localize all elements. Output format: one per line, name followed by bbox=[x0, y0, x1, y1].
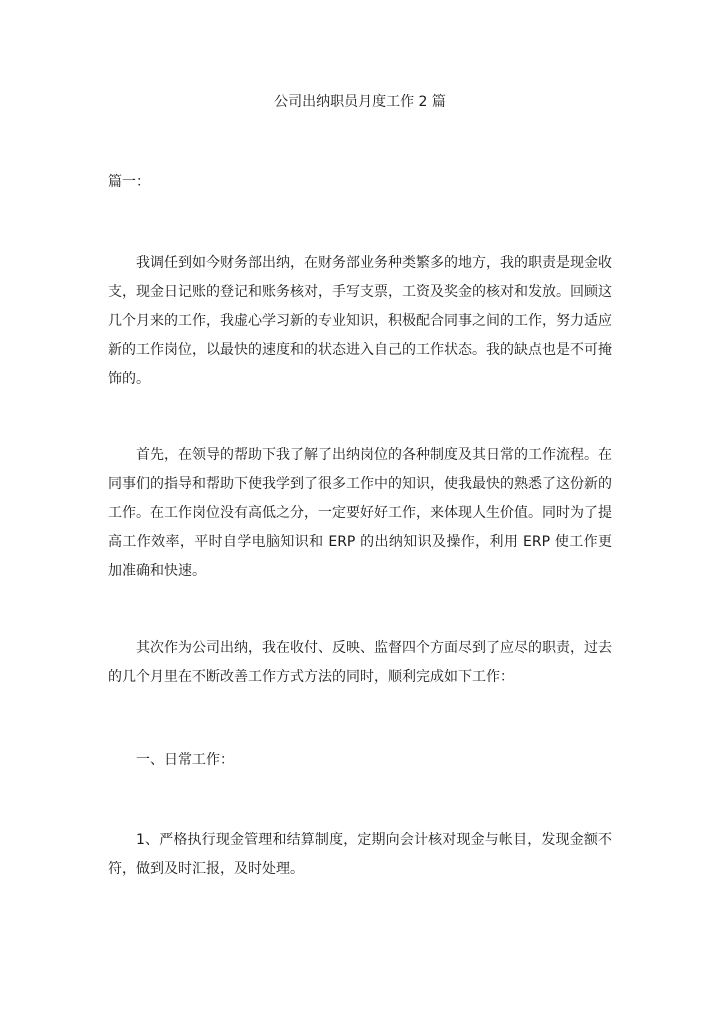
paragraph-2: 首先，在领导的帮助下我了解了出纳岗位的各种制度及其日常的工作流程。在同事们的指导和帮助下使我学到了很多工作中的知识，使我最快的熟悉了这份新的工作。在工作岗位没有高低之分，一定要好好工作，来体现人生价值。同时为了提高工作效率，平时自学电脑知识和 ERP 的出纳知识及操作，利用 ERP 使工作更加准确和快速。 bbox=[108, 447, 612, 579]
document-title: 公司出纳职员月度工作 2 篇 bbox=[274, 94, 446, 110]
subheading-daily-work: 一、日常工作： bbox=[136, 752, 234, 768]
list-item-1: 1、严格执行现金管理和结算制度，定期向会计核对现金与帐目，发现金额不符，做到及时汇报，及时处理。 bbox=[108, 832, 612, 877]
section-heading: 篇一： bbox=[108, 174, 150, 190]
paragraph-3: 其次作为公司出纳，我在收付、反映、监督四个方面尽到了应尽的职责，过去的几个月里在不断改善工作方式方法的同时，顺利完成如下工作： bbox=[108, 640, 612, 685]
paragraph-1: 我调任到如今财务部出纳，在财务部业务种类繁多的地方，我的职责是现金收支，现金日记账的登记和账务核对，手写支票，工资及奖金的核对和发放。回顾这几个月来的工作，我虚心学习新的专业知识，积极配合同事之间的工作，努力适应新的工作岗位，以最快的速度和的状态进入自己的工作状态。我的缺点也是不可掩饰的。 bbox=[108, 255, 612, 387]
